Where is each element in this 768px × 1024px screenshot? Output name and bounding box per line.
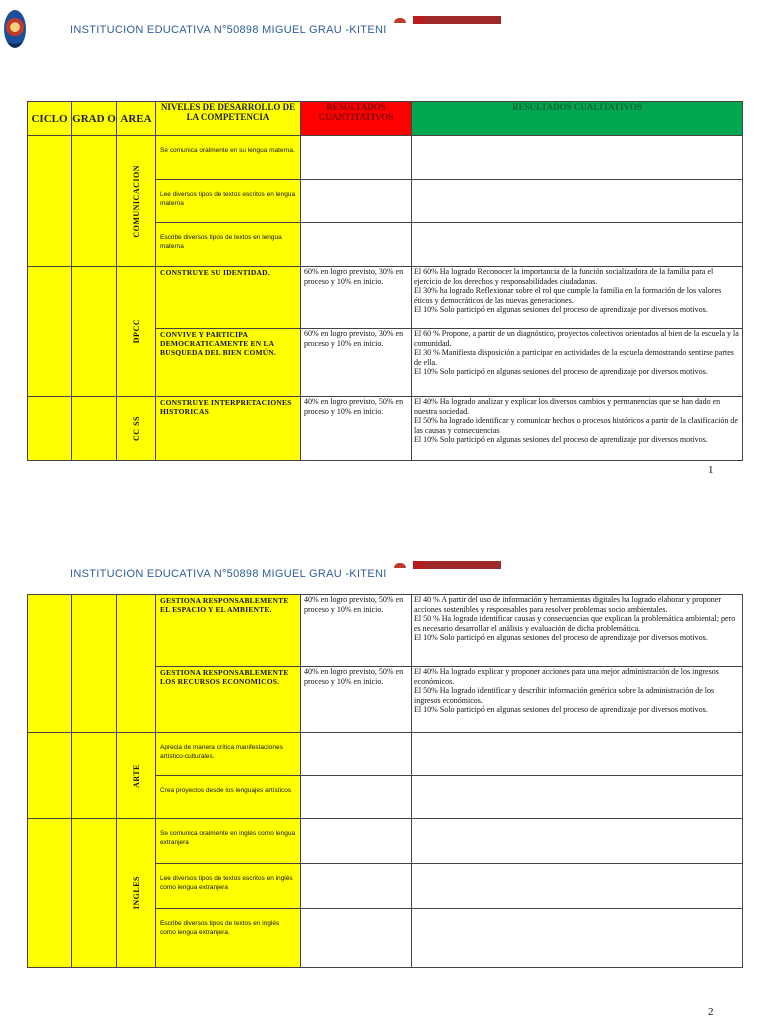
cuantitativo-cell (301, 180, 412, 223)
competencia-cell: CONVIVE Y PARTICIPA DEMOCRATICAMENTE EN LA BUSQUEDA DEL BIEN COMÚN. (156, 329, 301, 397)
header-ciclo: CICLO (28, 102, 72, 136)
results-table-page-2 (27, 594, 743, 968)
table-row (28, 819, 743, 864)
area-cell-comunicacion (117, 136, 156, 267)
cuantitativo-cell: 60% en logro previsto, 30% en proceso y 10% en inicio. (301, 267, 412, 329)
area-label: COMUNICACION (131, 164, 141, 238)
page-number: 1 (708, 464, 714, 476)
competencia-cell: Se comunica oralmente en su lengua materna. (156, 136, 301, 180)
cualitativo-cell (412, 223, 743, 267)
header-cuantitativos: RESULTADOS CUANTITATIVOS (301, 102, 412, 136)
header-grado: GRAD O (72, 102, 117, 136)
area-cell-ccss (117, 397, 156, 461)
competencia-cell: Lee diversos tipos de textos escritos en lengua materna (156, 180, 301, 223)
government-logo-strip (393, 561, 501, 569)
table-row (28, 733, 743, 776)
institution-title: INSTITUCION EDUCATIVA N°50898 MIGUEL GRAU -KITENI (70, 24, 387, 36)
cualitativo-cell: El 40% Ha logrado analizar y explicar los diversos cambios y permanencias que se han dado en nuestra sociedad. El 50% ha logrado identificar y comunicar hechos o procesos históricos a partir de la clasificación de las causas y consecuencias El 10% Solo participó en algunas sesiones del proceso de aprendizaje por diversos motivos. (412, 397, 743, 461)
government-logo-strip (393, 16, 501, 24)
school-seal-logo (4, 10, 26, 48)
cuantitativo-cell: 40% en logro previsto, 50% en proceso y 10% en inicio. (301, 667, 412, 733)
grado-cell (72, 819, 117, 968)
cualitativo-cell (412, 909, 743, 968)
cualitativo-cell (412, 136, 743, 180)
competencia-cell: Aprecia de manera crítica manifestaciones artístico-culturales. (156, 733, 301, 776)
logo-emblem-icon (393, 561, 407, 569)
table-row (28, 397, 743, 461)
cuantitativo-cell: 40% en logro previsto, 50% en proceso y 10% en inicio. (301, 595, 412, 667)
ciclo-cell (28, 267, 72, 397)
area-label: INGLES (131, 876, 141, 910)
table-row (28, 595, 743, 667)
cualitativo-cell: El 60 % Propone, a partir de un diagnóstico, proyectos colectivos orientados al bien de la escuela y la comunidad. El 30 % Manifiesta disposición a participar en actividades de la escuela demostrando sentirse partes de ella. El 10% Solo participó en algunas sesiones del proceso de aprendizaje por diversos motivos. (412, 329, 743, 397)
ciclo-cell (28, 136, 72, 267)
page-1 (0, 0, 768, 490)
ciclo-cell (28, 819, 72, 968)
cualitativo-cell (412, 864, 743, 909)
header-cualitativos: RESULTADOS CUALITATIVOS (412, 102, 743, 136)
grado-cell (72, 397, 117, 461)
competencia-cell: Escribe diversos tipos de textos en lengua materna (156, 223, 301, 267)
table-row (28, 267, 743, 329)
competencia-cell: CONSTRUYE INTERPRETACIONES HISTORICAS (156, 397, 301, 461)
grado-cell (72, 136, 117, 267)
cuantitativo-cell (301, 819, 412, 864)
page-2 (0, 540, 768, 1024)
competencia-cell: Lee diversos tipos de textos escritos en inglés como lengua extranjera (156, 864, 301, 909)
cuantitativo-cell (301, 909, 412, 968)
competencia-cell: GESTIONA RESPONSABLEMENTE LOS RECURSOS ECONOMICOS. (156, 667, 301, 733)
competencia-cell: CONSTRUYE SU IDENTIDAD. (156, 267, 301, 329)
grado-cell (72, 267, 117, 397)
ciclo-cell (28, 595, 72, 733)
cualitativo-cell (412, 180, 743, 223)
area-label: ARTE (131, 763, 141, 788)
header-niveles: NIVELES DE DESARROLLO DE LA COMPETENCIA (156, 102, 301, 136)
grado-cell (72, 733, 117, 819)
cualitativo-cell (412, 776, 743, 819)
area-label: DPCC (131, 319, 141, 344)
area-cell-ingles (117, 819, 156, 968)
cuantitativo-cell: 60% en logro previsto, 30% en proceso y 10% en inicio. (301, 329, 412, 397)
competencia-cell: Escribe diversos tipos de textos en inglés como lengua extranjera. (156, 909, 301, 968)
cualitativo-cell (412, 733, 743, 776)
cuantitativo-cell (301, 223, 412, 267)
cuantitativo-cell (301, 776, 412, 819)
cuantitativo-cell (301, 864, 412, 909)
cuantitativo-cell (301, 136, 412, 180)
cuantitativo-cell (301, 733, 412, 776)
logo-emblem-icon (393, 16, 407, 24)
institution-title: INSTITUCION EDUCATIVA N°50898 MIGUEL GRAU -KITENI (70, 568, 387, 580)
table-header-row (28, 102, 743, 136)
grado-cell (72, 595, 117, 733)
area-cell-dpcc (117, 267, 156, 397)
area-cell-arte (117, 733, 156, 819)
cualitativo-cell: El 60% Ha logrado Reconocer la importancia de la función socializadora de la familia para el ejercicio de los derechos y responsabilidades ciudadanas. El 30% ha logrado Reflexionar sobre el rol que cumple la familia en la formación de los valores éticos y democráticos de las nuevas generaciones. El 10% Solo participó en algunas sesiones del proceso de aprendizaje por diversos motivos. (412, 267, 743, 329)
ciclo-cell (28, 397, 72, 461)
competencia-cell: Crea proyectos desde los lenguajes artísticos (156, 776, 301, 819)
competencia-cell: Se comunica oralmente en inglés como lengua extranjera (156, 819, 301, 864)
table-row (28, 136, 743, 180)
competencia-cell: GESTIONA RESPONSABLEMENTE EL ESPACIO Y EL AMBIENTE. (156, 595, 301, 667)
cualitativo-cell (412, 819, 743, 864)
cualitativo-cell: El 40% Ha logrado explicar y proponer acciones para una mejor administración de los ingresos económicos. El 50% Ha logrado identificar y describir información genérica sobre la administración de los ingresos económicos. El 10% Solo participó en algunas sesiones del proceso de aprendizaje por diversos motivos. (412, 667, 743, 733)
results-table-page-1 (27, 101, 743, 461)
cuantitativo-cell: 40% en logro previsto, 50% en proceso y 10% en inicio. (301, 397, 412, 461)
header-area: AREA (117, 102, 156, 136)
ciclo-cell (28, 733, 72, 819)
cualitativo-cell: El 40 % A partir del uso de información y herramientas digitales ha logrado elaborar y proponer acciones sostenibles y responsables para resolver problemas socio ambientales. El 50 % Ha logrado identificar causas y consecuencias que explican la problemática ambiental; pero es necesario desarrollar el análisis y evaluación de dicha problemática. El 10% Solo participó en algunas sesiones del proceso de aprendizaje por diversos motivos. (412, 595, 743, 667)
page-number: 2 (708, 1006, 714, 1018)
area-cell-ccss-cont (117, 595, 156, 733)
area-label: CC SS (131, 416, 141, 441)
